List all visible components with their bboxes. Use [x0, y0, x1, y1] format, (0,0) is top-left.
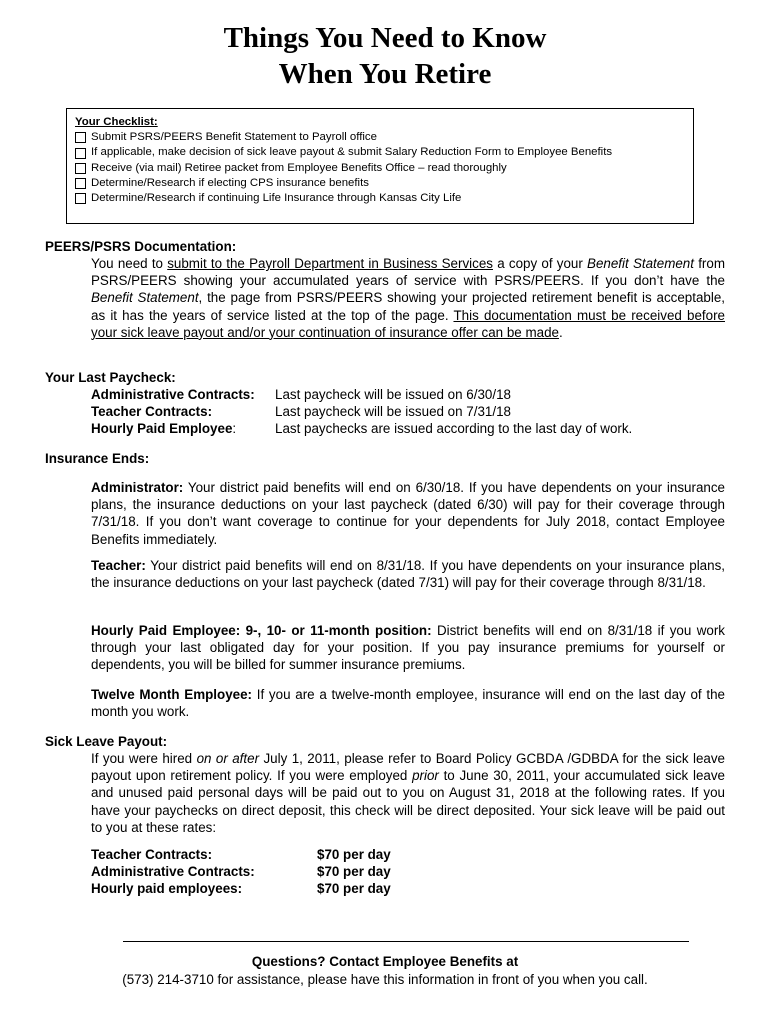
paycheck-label: Administrative Contracts:	[91, 387, 255, 402]
sick-text: to June 30, 2011, your accumulated sick leave and unused paid personal days will be paid out to you on August 31, 2018 at the following rates. If you have your paychecks on direct deposit, this check will be direct deposited. Your sick leave will be paid out to you at these rates:	[91, 768, 725, 835]
paycheck-label-text: Hourly Paid Employee	[91, 421, 233, 436]
checkbox[interactable]	[75, 178, 86, 189]
rate-row	[91, 880, 391, 897]
insurance-hourly-text: District benefits will end on 8/31/18 if you work through your last obligated day for your position. If you pay insurance premiums for yourself or dependents, you will be billed for summer insurance premiums.	[91, 623, 725, 673]
insurance-admin-paragraph	[91, 479, 725, 548]
paycheck-heading: Your Last Paycheck:	[45, 370, 176, 385]
paycheck-row	[91, 386, 511, 403]
peers-text: You need to	[91, 256, 168, 271]
checkbox[interactable]	[75, 163, 86, 174]
paycheck-label-colon: :	[232, 421, 237, 436]
sick-text: July 1, 2011, please refer to Board Policy GCBDA /GDBDA for the sick leave payout upon retirement policy. If you were employed	[91, 751, 725, 784]
checklist-box	[66, 108, 694, 224]
rate-value: $70 per day	[317, 881, 391, 896]
page-subtitle: When You Retire	[278, 58, 492, 90]
peers-paragraph	[91, 255, 725, 341]
checklist-item-label: If applicable, make decision of sick leave payout & submit Salary Reduction Form to Employee Benefits	[91, 146, 613, 159]
insurance-teacher-paragraph	[91, 557, 725, 591]
insurance-twelve-label: Twelve Month Employee:	[91, 687, 253, 702]
rate-value: $70 per day	[317, 864, 391, 879]
rate-row	[91, 846, 391, 863]
peers-submit-underlined: submit to the Payroll Department in Business Services	[167, 256, 493, 271]
footer-divider	[123, 941, 689, 942]
sick-italic: prior	[412, 768, 439, 784]
checklist-item-label: Submit PSRS/PEERS Benefit Statement to Payroll office	[91, 131, 377, 144]
checklist-heading: Your Checklist:	[75, 116, 158, 128]
checklist-item-label: Receive (via mail) Retiree packet from Employee Benefits Office – read thoroughly	[91, 161, 507, 174]
paycheck-value: Last paychecks are issued according to the last day of work.	[275, 421, 633, 436]
insurance-twelve-paragraph	[91, 686, 725, 720]
paycheck-value: Last paycheck will be issued on 7/31/18	[275, 404, 511, 419]
insurance-admin-text: Your district paid benefits will end on 6/30/18. If you have dependents on your insurance plans, the insurance deductions on your last paycheck (dated 6/30) will pay for their coverage through 7/31/18. If you don’t want coverage to continue for your dependents for July 2018, contact Employee Benefits immediately.	[91, 480, 725, 547]
peers-text: from PSRS/PEERS showing your accumulated years of service with PSRS/PEERS. If you don’t have the	[91, 256, 725, 289]
insurance-hourly-paragraph	[91, 622, 725, 674]
rate-label: Teacher Contracts:	[91, 847, 213, 862]
insurance-hourly-label: Hourly Paid Employee: 9-, 10- or 11-month position:	[91, 623, 432, 638]
sick-heading: Sick Leave Payout:	[45, 734, 168, 749]
paycheck-row	[91, 403, 511, 420]
peers-text: a copy of your	[492, 256, 588, 271]
checklist-item-label: Determine/Research if electing CPS insurance benefits	[91, 176, 369, 189]
checklist-item[interactable]	[75, 161, 693, 176]
rate-value: $70 per day	[317, 847, 391, 862]
page-title: Things You Need to Know	[223, 22, 547, 54]
checklist-item[interactable]	[75, 145, 693, 160]
paycheck-row	[91, 420, 632, 437]
checkbox[interactable]	[75, 132, 86, 143]
insurance-teacher-label: Teacher:	[91, 558, 146, 573]
peers-heading: PEERS/PSRS Documentation:	[45, 239, 237, 254]
insurance-teacher-text: Your district paid benefits will end on 8/31/18. If you have dependents on your insurance plans, the insurance deductions on your last paycheck (dated 7/31) will pay for their coverage through 8/31/18.	[91, 558, 725, 591]
insurance-admin-label: Administrator:	[91, 480, 184, 495]
rate-row	[91, 863, 391, 880]
rate-label: Administrative Contracts:	[91, 864, 255, 879]
footer-contact-text: (573) 214-3710 for assistance, please have this information in front of you when you call.	[122, 972, 648, 987]
peers-italic: Benefit Statement	[587, 256, 694, 271]
insurance-heading: Insurance Ends:	[45, 451, 150, 466]
sick-text: If you were hired	[91, 751, 197, 766]
checklist-item[interactable]	[75, 130, 693, 145]
rate-label: Hourly paid employees:	[91, 881, 243, 896]
peers-italic: Benefit Statement	[91, 290, 199, 306]
paycheck-label	[91, 420, 275, 437]
checkbox[interactable]	[75, 193, 86, 204]
sick-paragraph	[91, 750, 725, 836]
checkbox[interactable]	[75, 148, 86, 159]
checklist-item[interactable]	[75, 176, 693, 191]
footer-contact-heading: Questions? Contact Employee Benefits at	[251, 954, 519, 969]
checklist-item-label: Determine/Research if continuing Life Insurance through Kansas City Life	[91, 192, 462, 205]
insurance-twelve-text: If you are a twelve-month employee, insurance will end on the last day of the month you work.	[91, 687, 725, 720]
peers-text: , the page from PSRS/PEERS showing your projected retirement benefit is acceptable, as it has the years of service listed at the top of the page.	[91, 290, 725, 323]
peers-underlined: This documentation must be received before your sick leave payout and/or your continuation of insurance offer can be made	[91, 307, 725, 340]
checklist-item[interactable]	[75, 191, 693, 206]
sick-italic: on or after	[196, 751, 260, 766]
paycheck-label: Teacher Contracts:	[91, 404, 213, 419]
peers-text: .	[558, 324, 563, 340]
paycheck-value: Last paycheck will be issued on 6/30/18	[275, 387, 511, 402]
